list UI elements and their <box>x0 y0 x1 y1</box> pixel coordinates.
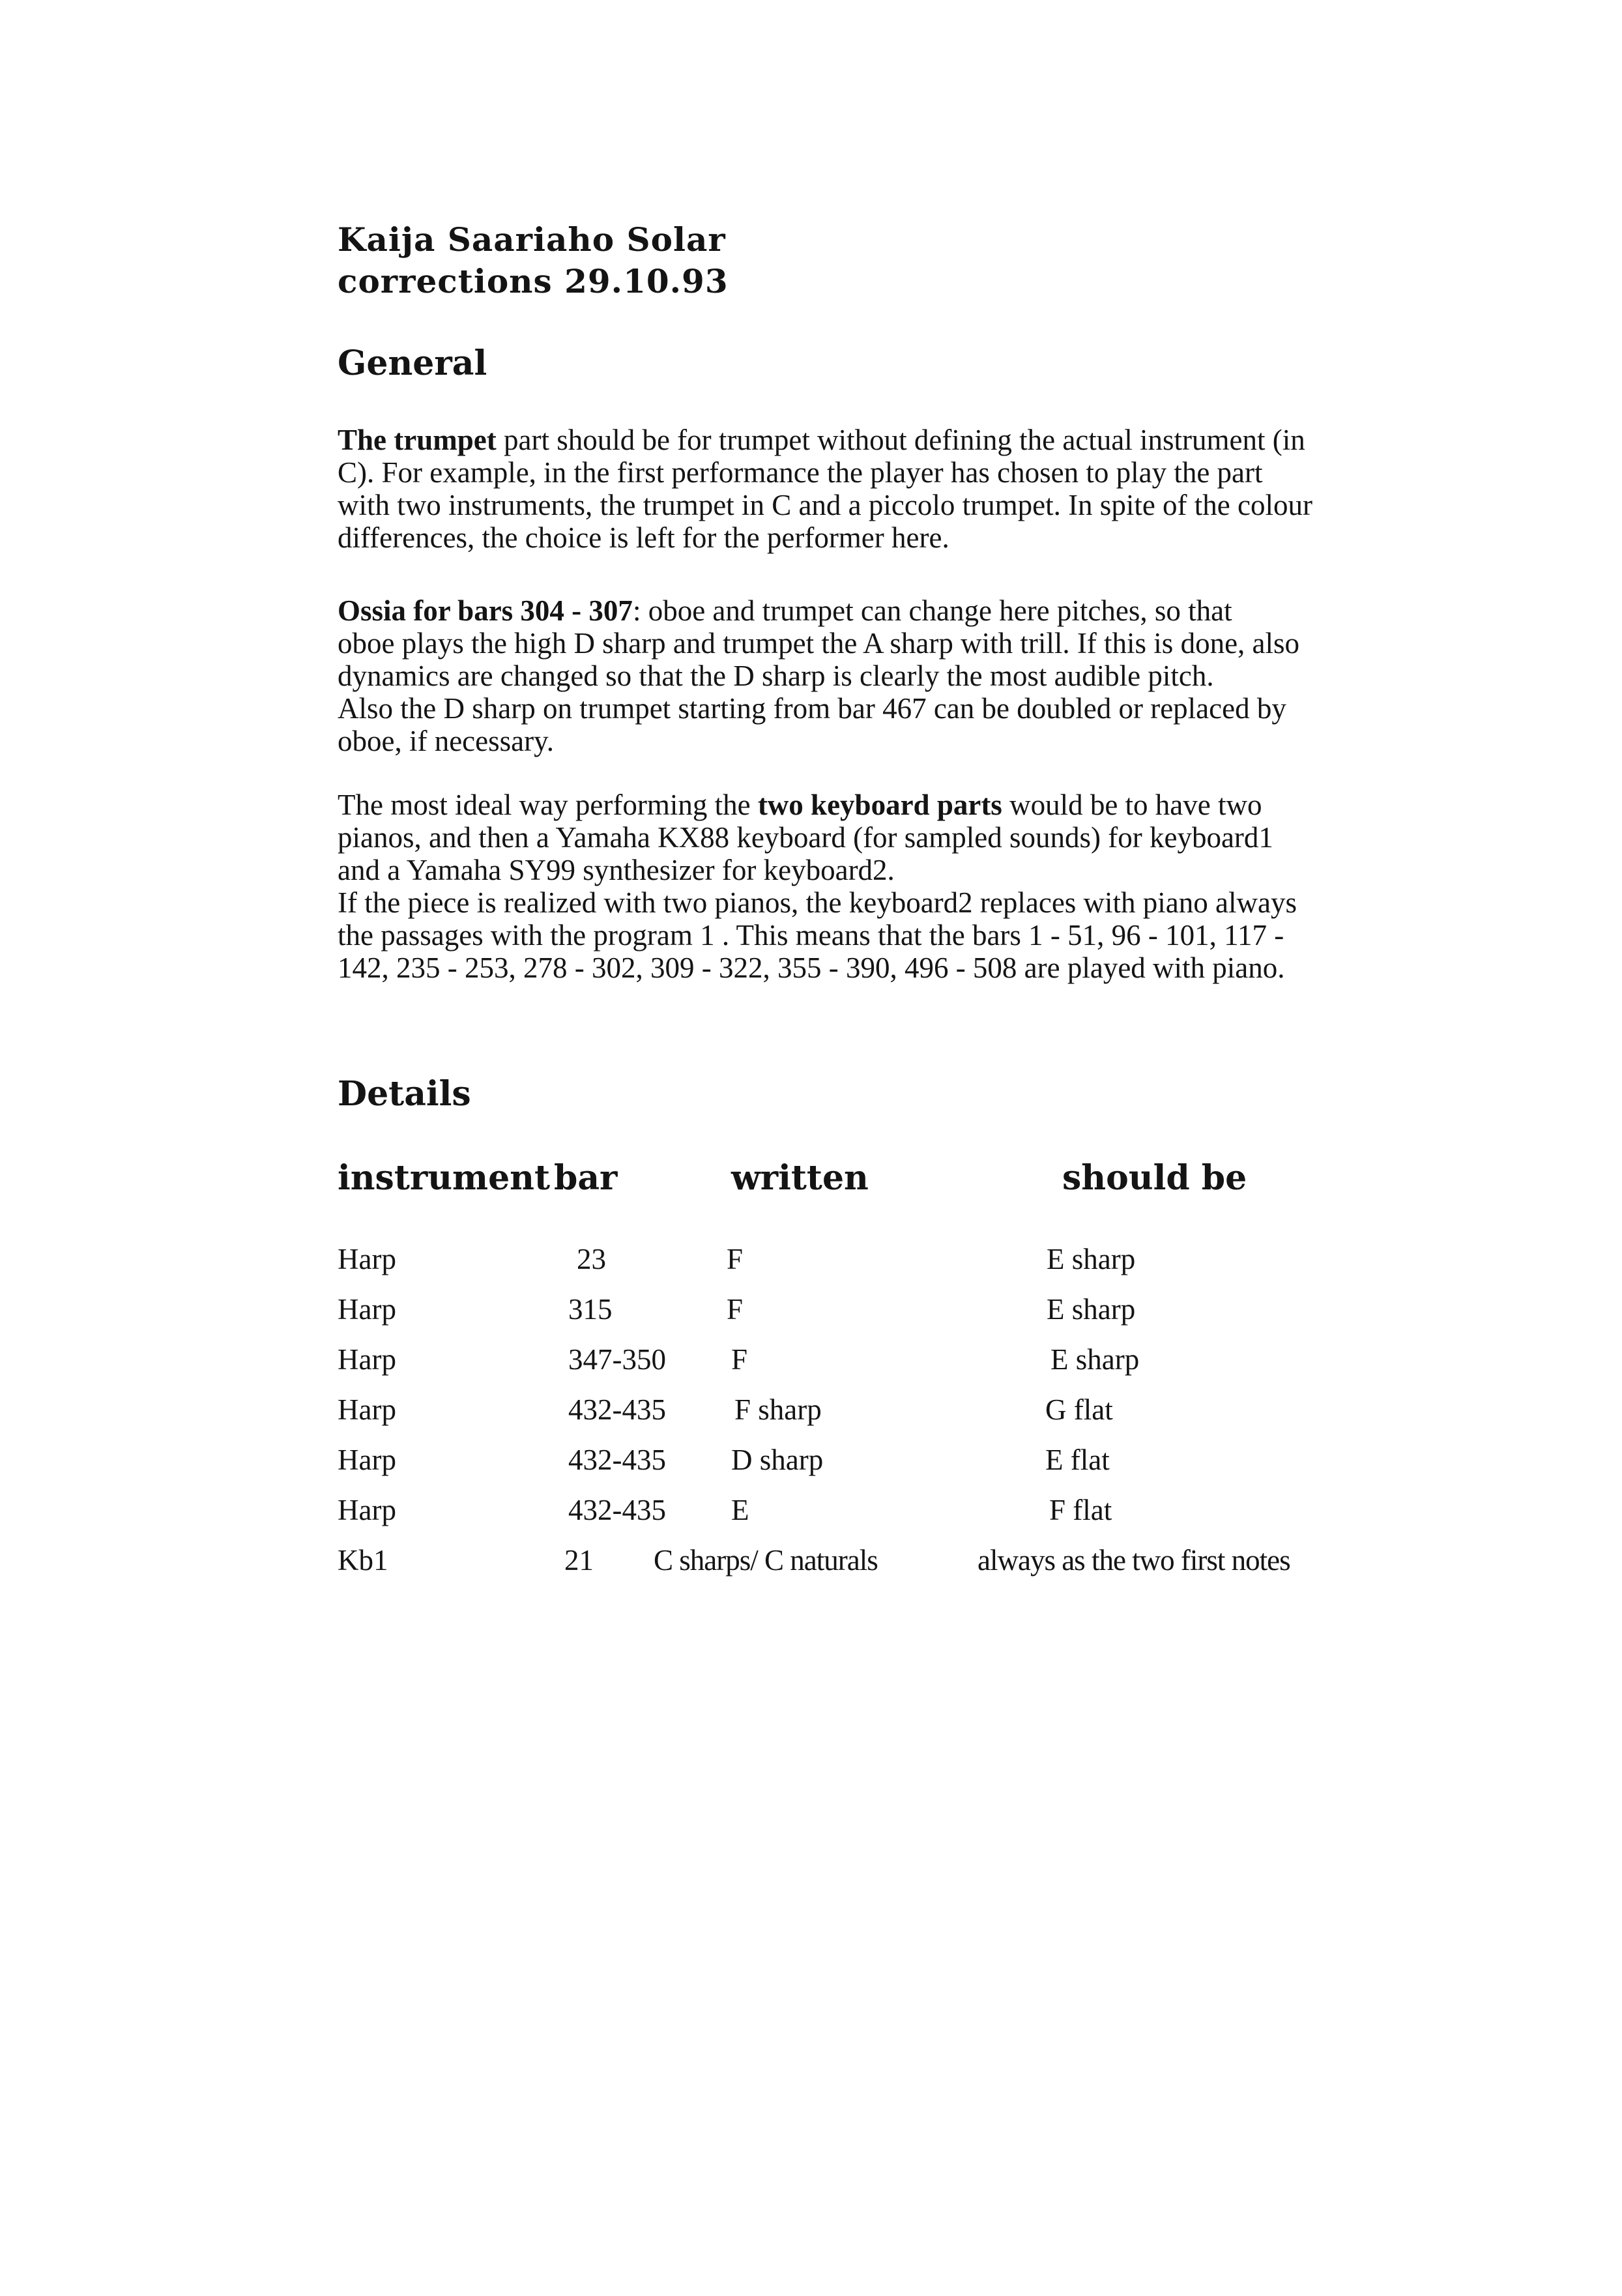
table-cell-instrument: Harp <box>338 1494 396 1526</box>
table-cell-written: C sharps/ C naturals <box>654 1544 878 1577</box>
column-header-written: written <box>731 1158 869 1198</box>
table-cell-bar: 347-350 <box>568 1343 666 1376</box>
table-cell-should-be: always as the two first notes <box>978 1544 1290 1577</box>
table-cell-should-be: G flat <box>1045 1393 1113 1426</box>
table-cell-bar: 432-435 <box>568 1444 666 1476</box>
table-cell-instrument: Kb1 <box>338 1544 388 1577</box>
table-cell-should-be: E flat <box>1045 1444 1110 1476</box>
table-cell-bar: 432-435 <box>568 1393 666 1426</box>
table-cell-should-be: E sharp <box>1050 1343 1140 1376</box>
column-header-instrument: instrument <box>338 1158 550 1198</box>
document-title <box>338 219 729 302</box>
table-cell-bar: 432-435 <box>568 1494 666 1526</box>
table-cell-instrument: Harp <box>338 1293 396 1326</box>
paragraph-ossia: Ossia for bars 304 - 307: oboe and trumpet can change here pitches, so that oboe plays the high D sharp and trumpet the A sharp with trill. If this is done, also dynamics are changed so that the D sharp is clearly the most audible pitch. Also the D sharp on trumpet starting from bar 467 can be doubled or replaced by oboe, if necessary. <box>338 594 1300 757</box>
title-line-corrections-date: corrections 29.10.93 <box>338 262 729 300</box>
table-cell-written: F <box>727 1243 744 1275</box>
column-header-bar: bar <box>554 1158 618 1198</box>
ossia-lead: Ossia for bars 304 - 307 <box>338 594 633 627</box>
table-cell-instrument: Harp <box>338 1393 396 1426</box>
table-cell-written: E <box>731 1494 749 1526</box>
section-heading-details: Details <box>338 1074 471 1114</box>
table-cell-instrument: Harp <box>338 1444 396 1476</box>
table-cell-instrument: Harp <box>338 1243 396 1275</box>
title-line-composer: Kaija Saariaho Solar <box>338 220 726 259</box>
paragraph-keyboards: The most ideal way performing the two keyboard parts would be to have two pianos, and then a Yamaha KX88 keyboard (for sampled sounds) for keyboard1 and a Yamaha SY99 synthesizer for keyboard2. If the piece is realized with two pianos, the keyboard2 replaces with piano always the passages with the program 1 . This means that the bars 1 - 51, 96 - 101, 117 - 142, 235 - 253, 278 - 302, 309 - 322, 355 - 390, 496 - 508 are played with piano. <box>338 789 1297 984</box>
table-cell-written: F <box>731 1343 748 1376</box>
keyboard-parts-emphasis: two keyboard parts <box>757 789 1002 821</box>
table-cell-written: F <box>727 1293 744 1326</box>
trumpet-lead: The trumpet <box>338 424 497 456</box>
column-header-should-be: should be <box>1062 1158 1247 1198</box>
table-cell-bar: 315 <box>568 1293 613 1326</box>
paragraph-trumpet: The trumpet part should be for trumpet without defining the actual instrument (in C). For example, in the first performance the player has chosen to play the part with two instruments, the trumpet in C and a piccolo trumpet. In spite of the colour differences, the choice is left for the performer here. <box>338 424 1312 554</box>
table-cell-written: F sharp <box>734 1393 822 1426</box>
table-cell-should-be: E sharp <box>1047 1293 1136 1326</box>
table-cell-bar: 23 <box>577 1243 606 1275</box>
table-cell-written: D sharp <box>731 1444 824 1476</box>
table-cell-bar: 21 <box>564 1544 594 1577</box>
table-cell-should-be: E sharp <box>1047 1243 1136 1275</box>
section-heading-general: General <box>338 343 487 383</box>
table-cell-instrument: Harp <box>338 1343 396 1376</box>
table-cell-should-be: F flat <box>1049 1494 1112 1526</box>
